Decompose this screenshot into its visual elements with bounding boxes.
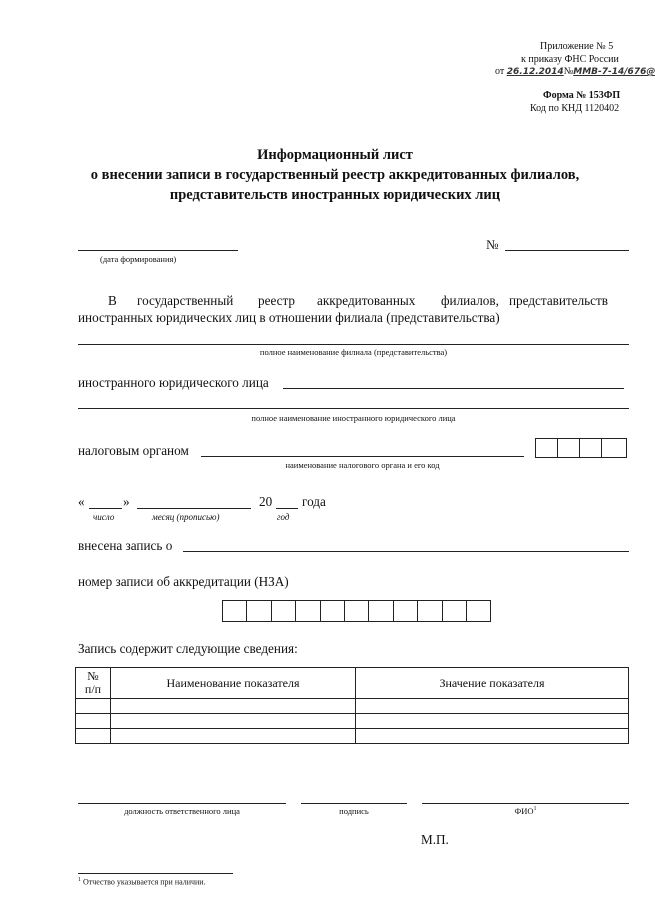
knd-code: Код по КНД 1120402 — [530, 103, 620, 114]
nza-cell[interactable] — [246, 600, 271, 622]
table-cell[interactable] — [356, 714, 629, 729]
table-intro: Запись содержит следующие сведения: — [78, 641, 298, 656]
para-word-4: аккредитованных — [317, 293, 416, 308]
nza-cell[interactable] — [222, 600, 247, 622]
date-prefix: от — [495, 66, 505, 77]
tax-code-cell-3[interactable] — [579, 438, 602, 458]
col-number-header — [76, 668, 111, 699]
document-title-line1: Информационный лист — [257, 147, 413, 163]
month-field[interactable] — [137, 508, 251, 509]
table-cell[interactable] — [356, 699, 629, 714]
formation-date-field[interactable] — [78, 250, 238, 251]
branch-name-field[interactable] — [78, 344, 629, 345]
year-caption: год — [277, 512, 290, 522]
table-cell[interactable] — [76, 729, 111, 744]
branch-name-caption: полное наименование филиала (представительства) — [259, 347, 448, 357]
foreign-entity-label: иностранного юридического лица — [78, 375, 269, 390]
nza-cell[interactable] — [466, 600, 491, 622]
para-word-3: реестр — [258, 293, 296, 308]
table-row — [76, 714, 629, 729]
para-word-6: представительств — [509, 293, 609, 308]
full-name-field[interactable] — [422, 803, 629, 804]
year-field[interactable] — [276, 508, 298, 509]
stamp-label: М.П. — [421, 832, 449, 847]
nza-cell[interactable] — [320, 600, 345, 622]
tax-authority-caption: наименование налогового органа и его код — [285, 460, 440, 470]
signature-caption: подпись — [339, 806, 369, 816]
position-caption: должность ответственного лица — [124, 806, 240, 816]
table-cell[interactable] — [76, 714, 111, 729]
quote-close: » — [123, 494, 130, 509]
para-word-5: филиалов, — [441, 293, 499, 308]
table-cell[interactable] — [76, 699, 111, 714]
position-field[interactable] — [78, 803, 286, 804]
month-caption: месяц (прописью) — [152, 512, 220, 522]
nza-cell[interactable] — [417, 600, 442, 622]
para-word-2: государственный — [137, 293, 234, 308]
order-date-handwritten: 26.12.2014 — [506, 67, 564, 77]
footnote-text: Отчество указывается при наличии. — [83, 877, 206, 887]
record-table — [75, 667, 629, 744]
table-cell[interactable] — [111, 699, 356, 714]
tax-authority-label: налоговым органом — [78, 443, 189, 458]
order-number-handwritten: ММВ-7-14/676@ — [573, 67, 655, 77]
tax-code-cell-2[interactable] — [557, 438, 580, 458]
sheet-number-sign: № — [486, 237, 499, 252]
col-number-line1: № — [87, 669, 99, 683]
table-cell[interactable] — [356, 729, 629, 744]
number-sign: № — [563, 66, 574, 77]
foreign-entity-caption: полное наименование иностранного юридического лица — [251, 413, 456, 423]
year-word: года — [302, 494, 326, 509]
signature-field[interactable] — [301, 803, 407, 804]
day-field[interactable] — [89, 508, 122, 509]
footnote-divider — [78, 873, 233, 874]
footnote — [78, 877, 206, 887]
entry-label: внесена запись о — [78, 538, 173, 553]
tax-code-cell-1[interactable] — [535, 438, 558, 458]
tax-authority-field[interactable] — [201, 456, 524, 457]
document-title-line3: представительств иностранных юридических лиц — [169, 187, 501, 203]
year-prefix: 20 — [259, 494, 273, 509]
nza-cell[interactable] — [393, 600, 418, 622]
nza-cell[interactable] — [368, 600, 393, 622]
tax-code-cell-4[interactable] — [601, 438, 627, 458]
table-row — [76, 729, 629, 744]
nza-cell[interactable] — [344, 600, 369, 622]
nza-cell[interactable] — [271, 600, 296, 622]
order-label: к приказу ФНС России — [521, 54, 619, 65]
para-line-2: иностранных юридических лиц в отношении филиала (представительства) — [78, 310, 500, 325]
form-number: Форма № 153ФП — [543, 90, 621, 101]
full-name-footnote-mark: 1 — [533, 806, 537, 813]
sheet-number-field[interactable] — [505, 250, 629, 251]
table-cell[interactable] — [111, 729, 356, 744]
quote-open: « — [78, 494, 85, 509]
col-value-header: Значение показателя — [356, 668, 629, 699]
order-date-row — [495, 66, 655, 77]
para-word-1: В — [108, 293, 117, 308]
foreign-entity-field-2[interactable] — [78, 408, 629, 409]
formation-date-caption: (дата формирования) — [100, 254, 177, 264]
document-title-line2: о внесении записи в государственный реестр аккредитованных филиалов, — [90, 167, 580, 183]
nza-cell[interactable] — [442, 600, 467, 622]
day-caption: число — [93, 512, 115, 522]
col-number-line2: п/п — [84, 682, 102, 696]
appendix-label: Приложение № 5 — [540, 41, 614, 52]
nza-cell[interactable] — [295, 600, 320, 622]
col-indicator-header: Наименование показателя — [111, 668, 356, 699]
entry-field[interactable] — [183, 551, 629, 552]
footnote-mark: 1 — [78, 877, 81, 883]
table-row — [76, 699, 629, 714]
nza-label: номер записи об аккредитации (НЗА) — [78, 574, 289, 589]
table-cell[interactable] — [111, 714, 356, 729]
table-header-row — [76, 668, 629, 699]
full-name-caption — [422, 806, 629, 816]
full-name-caption-text: ФИО — [514, 806, 534, 816]
foreign-entity-field-1[interactable] — [283, 388, 624, 389]
